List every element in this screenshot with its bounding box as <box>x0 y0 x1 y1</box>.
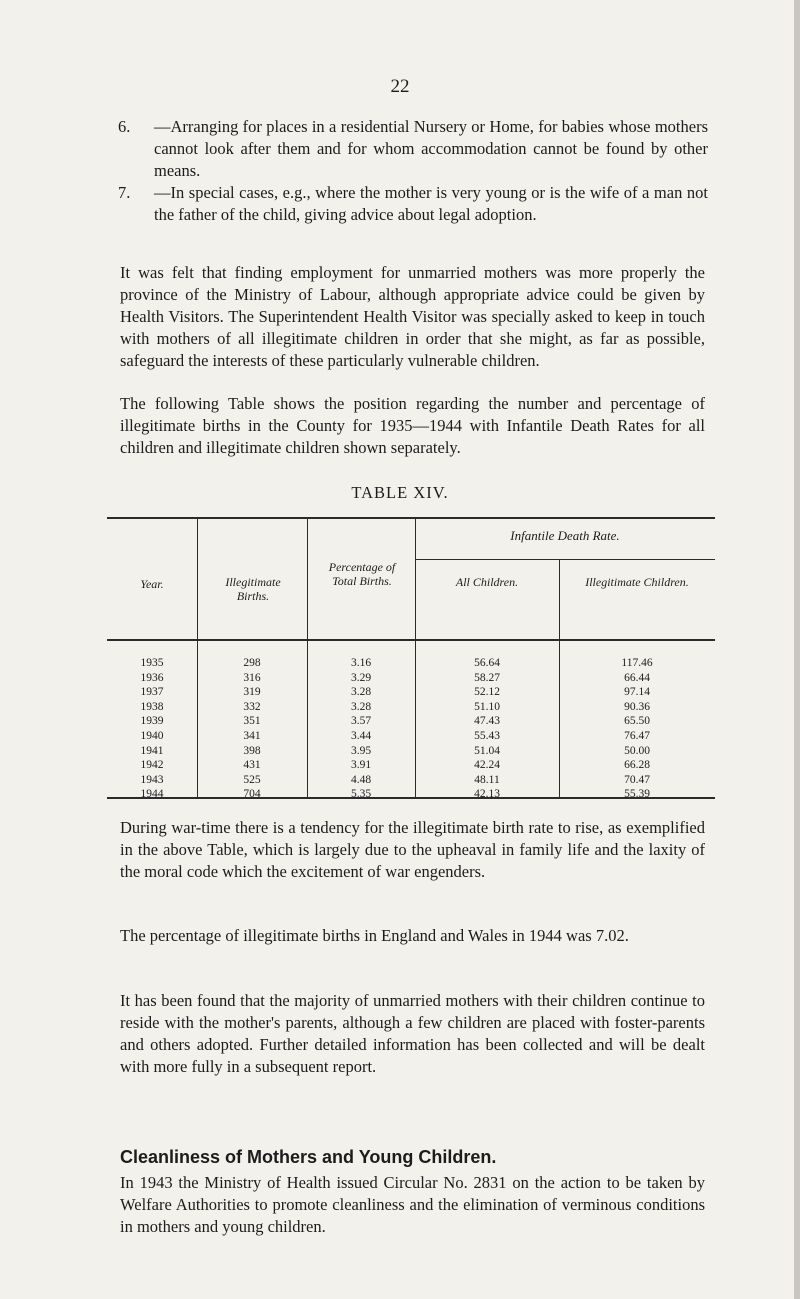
cell-all-children: 42.13 <box>474 788 500 801</box>
illegitimate-births-table <box>107 517 715 799</box>
cell-percentage: 5.35 <box>350 788 372 801</box>
cell-percentage: 3.57 <box>350 715 372 728</box>
paragraph-employment: It was felt that finding employment for unmarried mothers was more properly the province of the Ministry of Labour, although appropriate advice could be given by Health Visitors. The Superintendent Health Visitor was specially asked to keep in touch with mothers of all illegitimate children in order that she might, as far as possible, safeguard the interests of these particularly vulnerable children. <box>120 263 705 370</box>
column-year <box>107 656 197 802</box>
cell-illegitimate-children: 76.47 <box>624 729 650 742</box>
cell-year: 1944 <box>140 788 164 801</box>
page-number: 22 <box>390 76 410 97</box>
cell-year: 1937 <box>140 686 164 699</box>
header-infantile-death-rate: Infantile Death Rate. <box>510 528 620 543</box>
page-edge-shadow <box>794 0 800 1299</box>
cell-year: 1941 <box>140 744 164 757</box>
cell-percentage: 3.16 <box>350 657 372 669</box>
cell-year: 1935 <box>140 657 164 669</box>
cell-illegitimate-children: 97.14 <box>624 686 650 699</box>
list-item-7 <box>118 182 708 226</box>
cell-percentage: 3.28 <box>350 700 372 713</box>
header-all-children: All Children. <box>455 575 519 589</box>
column-percentage <box>307 656 415 802</box>
cell-all-children: 51.10 <box>474 700 500 713</box>
cell-births: 431 <box>243 759 261 772</box>
cell-illegitimate-children: 70.47 <box>624 773 650 786</box>
cell-births: 351 <box>243 715 261 728</box>
cell-illegitimate-children: 65.50 <box>624 715 650 728</box>
list-item-number: 6. <box>118 117 131 136</box>
cell-illegitimate-children: 50.00 <box>624 744 650 757</box>
column-illegitimate-births <box>197 656 307 802</box>
cell-illegitimate-children: 55.39 <box>624 788 650 801</box>
table-subheader-rule <box>415 559 715 560</box>
table-title: TABLE XIV. <box>351 483 449 502</box>
paragraph-war-time: During war-time there is a tendency for the illegitimate birth rate to rise, as exemplified in the above Table, which is largely due to the upheaval in family life and the laxity of the moral code which the excitement of war engenders. <box>120 818 705 881</box>
column-illegitimate-children <box>559 656 715 802</box>
cell-percentage: 3.28 <box>350 686 372 699</box>
cell-percentage: 3.44 <box>350 729 372 742</box>
cell-births: 704 <box>243 788 261 801</box>
cell-all-children: 48.11 <box>474 773 500 786</box>
cell-all-children: 58.27 <box>474 671 500 684</box>
cell-percentage: 3.95 <box>350 744 372 757</box>
cell-births: 332 <box>243 700 261 713</box>
header-illegitimate-children: Illegitimate Children. <box>585 575 689 589</box>
cell-year: 1940 <box>140 729 164 742</box>
cell-percentage: 3.29 <box>350 671 372 684</box>
paragraph-unmarried-mothers: It has been found that the majority of unmarried mothers with their children continue to reside with the mother's parents, although a few children are placed with foster-parents and others adopted. Further detailed information has been collected and will be dealt with more fully in a subsequent report. <box>120 991 705 1076</box>
paragraph-circular: In 1943 the Ministry of Health issued Circular No. 2831 on the action to be taken by Welfare Authorities to promote cleanliness and the elimination of verminous conditions in mothers and young children. <box>120 1173 705 1236</box>
cell-percentage: 3.91 <box>350 759 372 772</box>
cell-all-children: 42.24 <box>474 759 500 772</box>
cell-births: 316 <box>243 671 261 684</box>
cell-year: 1936 <box>140 671 164 684</box>
cell-all-children: 55.43 <box>474 729 500 742</box>
cell-year: 1938 <box>140 700 164 713</box>
cell-births: 398 <box>243 744 261 757</box>
cell-illegitimate-children: 66.28 <box>624 759 650 772</box>
list-item-text: —Arranging for places in a residential Nursery or Home, for babies whose mothers cannot look after them and for whom accommodation cannot be found by other means. <box>154 117 708 180</box>
table-header-rule <box>107 639 715 641</box>
cell-year: 1942 <box>140 759 164 772</box>
column-all-children <box>415 656 559 802</box>
cell-year: 1939 <box>140 715 164 728</box>
cell-year: 1943 <box>140 773 164 786</box>
cell-percentage: 4.48 <box>350 773 372 786</box>
header-year: Year. <box>140 577 164 591</box>
list-item-text: —In special cases, e.g., where the mother is very young or is the wife of a man not the father of the child, giving advice about legal adoption. <box>154 183 708 224</box>
paragraph-table-intro: The following Table shows the position regarding the number and percentage of illegitimate births in the County for 1935—1944 with Infantile Death Rates for all children and illegitimate children shown separately. <box>120 394 705 457</box>
cell-births: 341 <box>243 729 261 742</box>
list-item-number: 7. <box>118 183 131 202</box>
cell-all-children: 51.04 <box>474 744 500 757</box>
section-heading: Cleanliness of Mothers and Young Children. <box>120 1147 497 1167</box>
cell-all-children: 56.64 <box>474 657 500 669</box>
paragraph-england-wales: The percentage of illegitimate births in England and Wales in 1944 was 7.02. <box>120 926 629 945</box>
cell-all-children: 47.43 <box>474 715 500 728</box>
table-top-rule <box>107 517 715 519</box>
cell-illegitimate-children: 66.44 <box>624 671 650 684</box>
cell-illegitimate-children: 117.46 <box>621 657 653 669</box>
header-percentage: Percentage of Total Births. <box>328 560 396 588</box>
cell-births: 525 <box>243 773 261 786</box>
cell-illegitimate-children: 90.36 <box>624 700 650 713</box>
cell-all-children: 52.12 <box>474 686 500 699</box>
header-illegitimate-births: Illegitimate Births. <box>225 575 281 603</box>
cell-births: 319 <box>243 686 261 699</box>
cell-births: 298 <box>243 657 261 669</box>
list-item-6 <box>118 116 708 182</box>
